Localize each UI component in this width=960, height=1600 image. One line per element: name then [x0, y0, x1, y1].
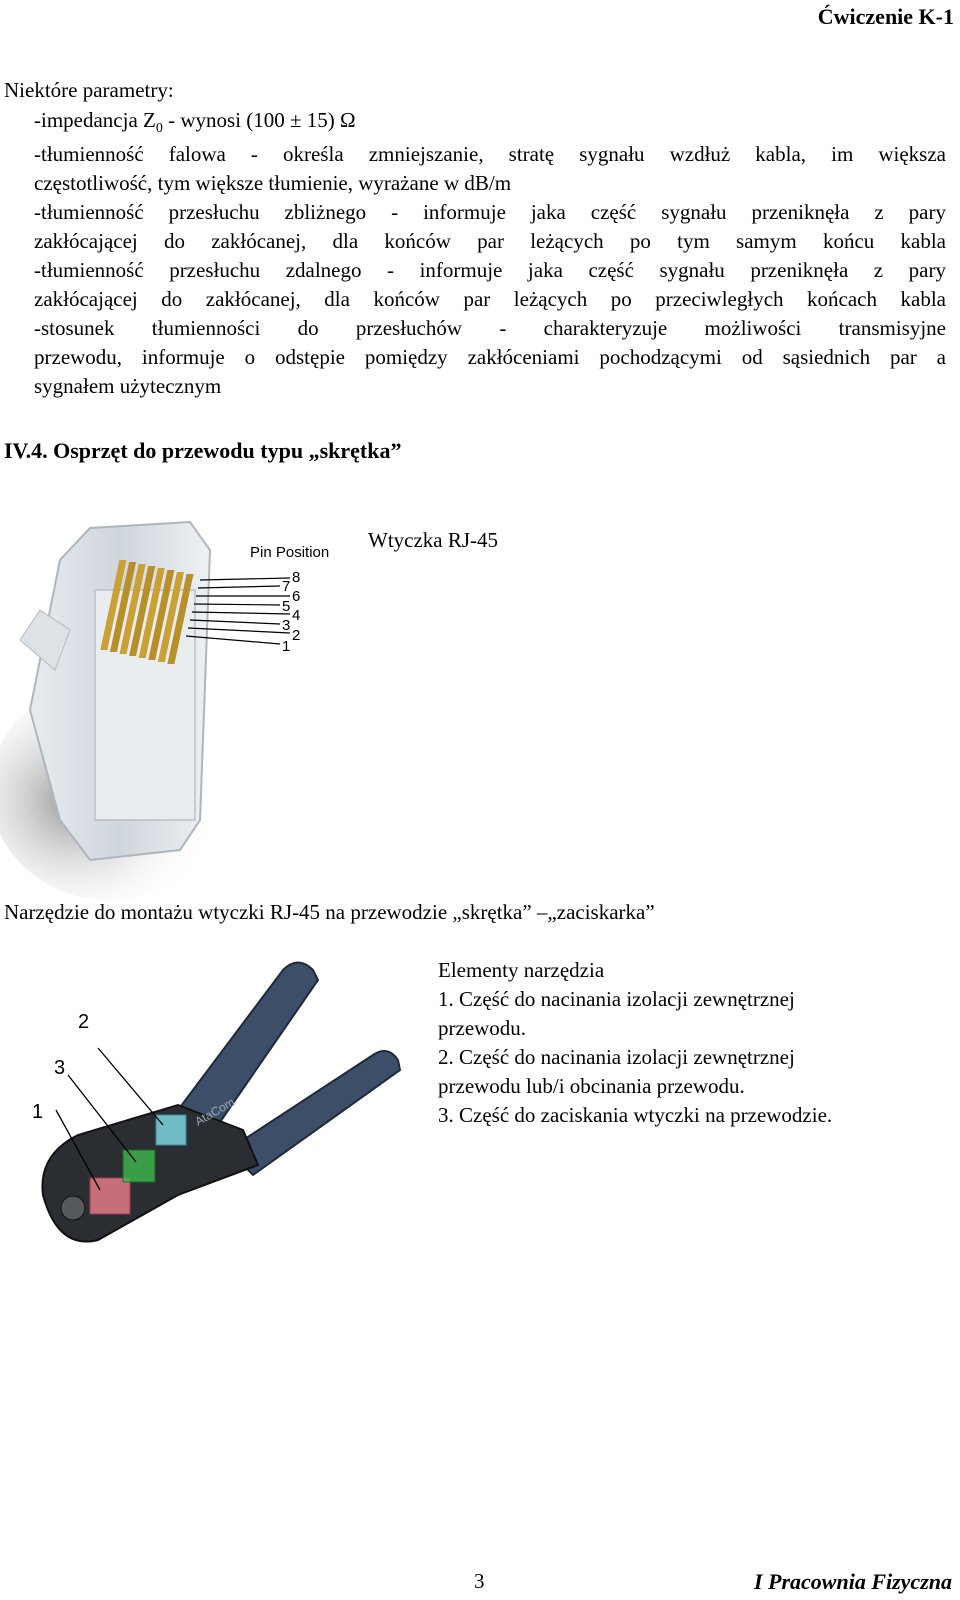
- pin-position-label: Pin Position: [250, 544, 330, 561]
- callout-number: 3: [54, 1057, 66, 1079]
- tool-elements-heading: Elementy narzędzia: [438, 958, 605, 982]
- tool-handle-upper: [178, 963, 318, 1126]
- param-line-5: -tłumienność przesłuchu zdalnego - informuje jaka część sygnału przeniknęła z pary: [34, 258, 946, 282]
- impedance-prefix: -impedancja Z: [34, 108, 156, 132]
- plug-caption: Wtyczka RJ-45: [368, 528, 499, 552]
- param-line-7: -stosunek tłumienności do przesłuchów - charakteryzuje możliwości transmisyjne: [34, 316, 946, 340]
- crimping-tool-image: [28, 950, 428, 1280]
- callout-number: 1: [32, 1101, 44, 1123]
- param-line-8: przewodu, informuje o odstępie pomiędzy zakłóceniami pochodzącymi od sąsiednich par a: [34, 345, 946, 369]
- page-number: 3: [474, 1569, 485, 1593]
- tool-element-line: przewodu lub/i obcinania przewodu.: [438, 1074, 745, 1098]
- impedance-suffix: - wynosi (100 ± 15) Ω: [162, 108, 356, 132]
- pin-number: 8: [292, 569, 301, 586]
- callout-number: 2: [78, 1011, 90, 1033]
- impedance-line: [34, 106, 946, 143]
- impedance-subscript: 0: [155, 121, 163, 137]
- footer-course-name: I Pracownia Fizyczna: [753, 1569, 952, 1594]
- callout-numbers: [32, 1011, 89, 1123]
- param-line-2: częstotliwość, tym większe tłumienie, wyrażane w dB/m: [34, 171, 512, 195]
- pin-number: 6: [292, 588, 301, 605]
- tool-element-line: 3. Część do zaciskania wtyczki na przewodzie.: [438, 1103, 833, 1127]
- tool-caption: Narzędzie do montażu wtyczki RJ-45 na przewodzie „skrętka” –„zaciskarka”: [4, 900, 655, 924]
- pin-number: 4: [292, 607, 301, 624]
- tool-element-line: przewodu.: [438, 1016, 527, 1040]
- highlight-part-2: [156, 1115, 186, 1145]
- tool-elements-list: [438, 956, 832, 1130]
- pin-number: 5: [282, 598, 291, 615]
- pin-number: 3: [282, 617, 291, 634]
- section-heading: IV.4. Osprzęt do przewodu typu „skrętka”: [4, 438, 402, 463]
- tool-element-line: 2. Część do nacinania izolacji zewnętrznej: [438, 1045, 795, 1069]
- pin-number: 2: [292, 627, 301, 644]
- pin-numbers: [282, 569, 300, 655]
- pin-number: 7: [282, 578, 291, 595]
- page-header-title: Ćwiczenie K-1: [817, 4, 954, 29]
- param-line-1: -tłumienność falowa - określa zmniejszanie, stratę sygnału wzdłuż kabla, im większa: [34, 142, 946, 166]
- tool-element-line: 1. Część do nacinania izolacji zewnętrznej: [438, 987, 795, 1011]
- param-line-3: -tłumienność przesłuchu zbliżnego - informuje jaka część sygnału przeniknęła z pary: [34, 200, 946, 224]
- highlight-part-3: [123, 1150, 155, 1182]
- param-line-4: zakłócającej do zakłócanej, dla końców par leżących po tym samym końcu kabla: [34, 229, 946, 253]
- param-line-6: zakłócającej do zakłócanej, dla końców par leżących po przeciwległych końcach kabla: [34, 287, 946, 311]
- param-line-9: sygnałem użytecznym: [34, 374, 222, 398]
- rj45-plug-image: [0, 520, 340, 900]
- pin-number: 1: [282, 638, 291, 655]
- parameters-heading: Niektóre parametry:: [4, 78, 174, 102]
- tool-brand-label: AtaCom: [192, 1094, 238, 1129]
